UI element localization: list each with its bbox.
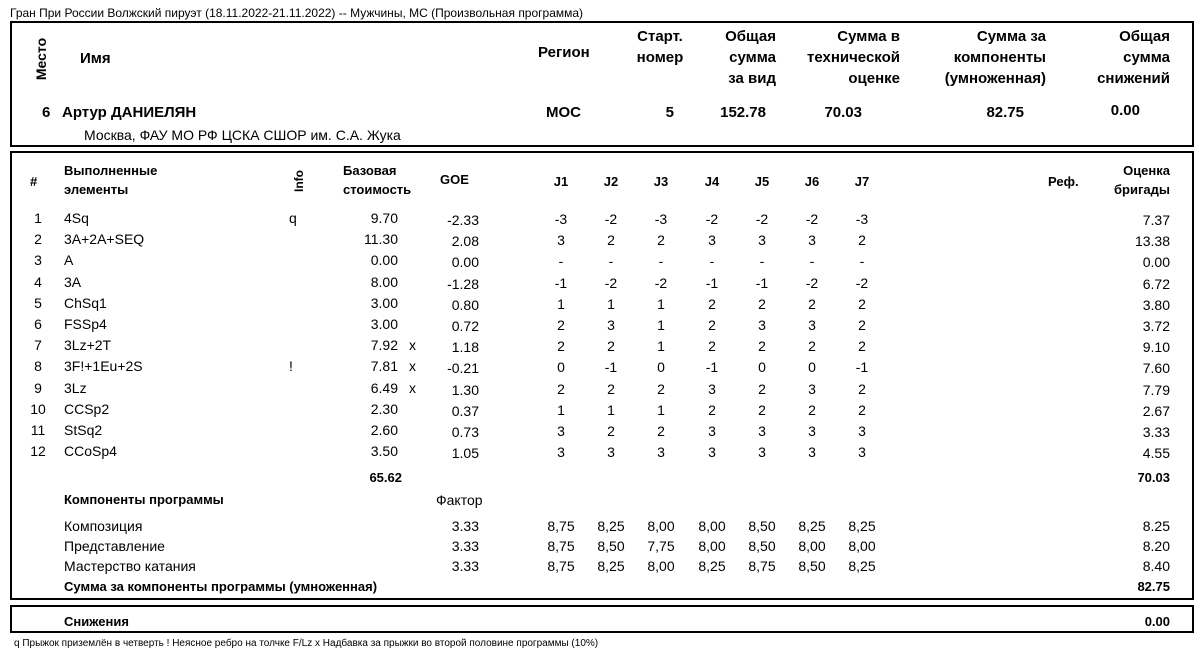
element-judge-score: -2 (755, 211, 769, 227)
deductions-box (10, 605, 1194, 633)
component-score: 8.40 (1142, 558, 1170, 574)
deductions-value: 0.00 (1144, 614, 1170, 629)
element-num: 11 (30, 422, 46, 438)
skater-place: 6 (42, 104, 51, 121)
element-panel-score: 13.38 (1134, 233, 1170, 250)
element-code: CCoSp4 (64, 443, 117, 460)
element-panel-score: 2.67 (1142, 402, 1170, 419)
element-judge-score: 2 (657, 423, 665, 439)
skater-tes: 70.03 (824, 104, 862, 121)
judge-header-5: J5 (754, 174, 770, 189)
element-judge-score: - (558, 253, 564, 270)
component-judge-score: 8,25 (698, 558, 726, 574)
col-base-header: Базовая стоимость (343, 163, 412, 197)
component-judge-score: 8,25 (848, 558, 876, 574)
element-goe: 2.08 (451, 233, 479, 250)
element-base-value: 0.00 (370, 252, 398, 269)
skater-club: Москва, ФАУ МО РФ ЦСКА СШОР им. С.А. Жука (84, 127, 401, 143)
element-judge-score: -3 (654, 211, 668, 227)
judge-header-6: J6 (804, 174, 820, 189)
judge-header-4: J4 (704, 174, 720, 189)
component-judge-score: 8,50 (798, 558, 826, 574)
element-judge-score: -1 (604, 359, 618, 376)
element-base-value: 2.30 (370, 400, 398, 417)
element-judge-score: 3 (708, 232, 716, 249)
element-goe: 1.30 (451, 381, 479, 398)
element-num: 4 (34, 273, 42, 290)
element-judge-score: 1 (657, 317, 665, 333)
element-base-value: 3.00 (370, 294, 398, 311)
element-judge-score: -2 (604, 211, 618, 227)
element-judge-score: 3 (708, 423, 716, 439)
element-judge-score: 2 (708, 317, 716, 333)
element-code: CCSp2 (64, 400, 110, 417)
element-judge-score: -1 (755, 274, 769, 291)
element-base-value: 3.00 (370, 316, 398, 332)
element-code: 3Lz (64, 379, 87, 396)
element-goe: -2.33 (447, 212, 479, 228)
element-num: 1 (34, 210, 42, 226)
element-judge-score: 3 (808, 444, 816, 461)
element-judge-score: 3 (808, 423, 816, 439)
element-code: 3A+2A+SEQ (64, 231, 145, 248)
element-judge-score: - (809, 253, 815, 270)
element-judge-score: 2 (858, 232, 866, 249)
element-judge-score: -3 (855, 211, 869, 227)
skater-pcs: 82.75 (986, 104, 1024, 121)
element-panel-score: 6.72 (1142, 275, 1170, 292)
element-info: q (289, 210, 297, 226)
component-judge-score: 8,75 (547, 538, 575, 554)
element-judge-score: 2 (808, 295, 816, 312)
element-base-value: 7.92 (370, 337, 398, 354)
element-judge-score: 2 (758, 380, 766, 397)
deductions-label: Снижения (64, 614, 129, 629)
col-ref-header: Реф. (1048, 174, 1079, 189)
element-num: 7 (34, 337, 42, 354)
element-judge-score: - (658, 253, 664, 270)
element-goe: 1.18 (451, 339, 479, 356)
element-score-total: 70.03 (1137, 470, 1170, 485)
region-header: Регион (538, 44, 590, 61)
skater-name: Артур ДАНИЕЛЯН (62, 104, 197, 121)
element-judge-score: -1 (705, 359, 719, 376)
component-judge-score: 8,00 (647, 518, 675, 534)
element-goe: 1.05 (451, 445, 479, 462)
pcs-header: Сумма за компоненты (умноженная) (944, 28, 1046, 87)
component-judge-score: 8,00 (698, 538, 726, 554)
col-goe-header: GOE (440, 172, 469, 187)
element-judge-score: - (759, 253, 765, 270)
element-judge-score: 1 (657, 338, 665, 355)
element-goe: -1.28 (447, 275, 479, 292)
component-judge-score: 8,00 (647, 558, 675, 574)
element-code: FSSp4 (64, 316, 107, 332)
component-judge-score: 8,25 (597, 518, 625, 534)
element-judge-score: 2 (607, 232, 615, 249)
element-judge-score: 2 (858, 380, 866, 397)
element-judge-score: 3 (607, 444, 615, 461)
skater-total: 152.78 (720, 104, 766, 121)
element-judge-score: 2 (557, 338, 565, 355)
components-title: Компоненты программы (64, 492, 224, 507)
element-judge-score: 1 (557, 295, 565, 312)
component-judge-score: 8,75 (547, 518, 575, 534)
element-judge-score: 2 (858, 317, 866, 333)
element-panel-score: 3.80 (1142, 296, 1170, 313)
judge-header-1: J1 (553, 174, 569, 189)
judge-header-3: J3 (653, 174, 669, 189)
component-judge-score: 8,50 (748, 538, 776, 554)
place-header: Место (33, 37, 49, 81)
total-score-header: Общая сумма за вид (725, 28, 776, 87)
element-judge-score: 3 (607, 317, 615, 333)
components-total: 82.75 (1137, 579, 1170, 594)
element-judge-score: 2 (858, 338, 866, 355)
component-judge-score: 8,75 (547, 558, 575, 574)
element-code: StSq2 (64, 422, 103, 438)
element-judge-score: -2 (604, 274, 618, 291)
element-judge-score: 2 (758, 401, 766, 418)
element-judge-score: 0 (557, 359, 565, 376)
element-judge-score: 3 (758, 317, 766, 333)
element-judge-score: 2 (657, 232, 665, 249)
element-judge-score: -1 (554, 274, 568, 291)
component-judge-score: 8,25 (798, 518, 826, 534)
element-num: 10 (30, 400, 46, 417)
element-judge-score: 1 (657, 295, 665, 312)
element-judge-score: -1 (705, 274, 719, 291)
element-judge-score: 2 (557, 380, 565, 397)
element-judge-score: 3 (808, 232, 816, 249)
component-name: Представление (64, 538, 165, 554)
element-judge-score: 1 (607, 295, 615, 312)
element-judge-score: 2 (708, 338, 716, 355)
element-code: 3Lz+2T (64, 337, 112, 354)
component-judge-score: 8,25 (848, 518, 876, 534)
element-judge-score: 2 (607, 338, 615, 355)
element-goe: 0.73 (451, 424, 479, 440)
component-score: 8.25 (1142, 518, 1170, 534)
element-goe: -0.21 (447, 360, 479, 377)
element-judge-score: 3 (808, 317, 816, 333)
legend-footnote: q Прыжок приземлён в четверть ! Неясное ребро на толчке F/Lz x Надбавка за прыжки во второй половине программы (10%) (14, 638, 599, 649)
start-number-header: Старт. номер (636, 28, 684, 66)
element-judge-score: 2 (808, 338, 816, 355)
element-judge-score: 3 (708, 444, 716, 461)
element-judge-score: 3 (858, 444, 866, 461)
element-panel-score: 3.72 (1142, 318, 1170, 334)
element-judge-score: 1 (557, 401, 565, 418)
element-judge-score: 3 (657, 444, 665, 461)
skater-start-number: 5 (665, 104, 674, 121)
element-judge-score: 2 (607, 423, 615, 439)
element-goe: 0.00 (451, 254, 479, 271)
element-num: 5 (34, 294, 42, 311)
element-judge-score: 2 (808, 401, 816, 418)
skater-region: MOC (546, 104, 581, 121)
element-bonus-mark: x (409, 379, 416, 396)
element-panel-score: 7.60 (1142, 360, 1170, 377)
component-name: Композиция (64, 518, 143, 534)
element-num: 2 (34, 231, 42, 248)
component-judge-score: 8,00 (848, 538, 876, 554)
element-judge-score: 2 (708, 401, 716, 418)
element-goe: 0.37 (451, 402, 479, 419)
element-judge-score: 2 (657, 380, 665, 397)
component-score: 8.20 (1142, 538, 1170, 554)
factor-header: Фактор (436, 492, 483, 508)
page-title: Гран При России Волжский пируэт (18.11.2022-21.11.2022) -- Мужчины, МС (Произвольная программа) (10, 6, 584, 20)
component-judge-score: 8,50 (748, 518, 776, 534)
element-judge-score: 2 (557, 317, 565, 333)
element-code: 3F!+1Eu+2S (64, 358, 143, 375)
element-bonus-mark: x (409, 337, 416, 354)
col-element-header: Выполненные элементы (64, 163, 158, 197)
element-base-value: 11.30 (364, 231, 398, 248)
element-num: 8 (34, 358, 42, 375)
component-judge-score: 8,75 (748, 558, 776, 574)
element-judge-score: 3 (557, 232, 565, 249)
element-panel-score: 0.00 (1142, 254, 1170, 271)
element-judge-score: -2 (805, 211, 819, 227)
element-judge-score: 3 (758, 444, 766, 461)
name-header: Имя (80, 50, 111, 67)
element-panel-score: 7.37 (1142, 212, 1170, 228)
element-judge-score: -2 (705, 211, 719, 227)
component-judge-score: 8,00 (798, 538, 826, 554)
element-judge-score: 2 (758, 295, 766, 312)
components-total-label: Сумма за компоненты программы (умноженная) (64, 579, 378, 594)
element-judge-score: 2 (758, 338, 766, 355)
element-judge-score: -2 (654, 274, 668, 291)
element-base-value: 8.00 (370, 273, 398, 290)
judge-header-7: J7 (854, 174, 870, 189)
element-judge-score: 3 (708, 380, 716, 397)
element-judge-score: 1 (607, 401, 615, 418)
element-judge-score: 3 (758, 423, 766, 439)
component-factor: 3.33 (451, 518, 479, 534)
element-code: A (64, 252, 74, 269)
component-judge-score: 8,50 (597, 538, 625, 554)
element-judge-score: 3 (858, 423, 866, 439)
component-factor: 3.33 (451, 558, 479, 574)
judge-header-2: J2 (603, 174, 619, 189)
element-judge-score: - (859, 253, 865, 270)
element-judge-score: -3 (554, 211, 568, 227)
element-goe: 0.72 (451, 318, 479, 334)
element-panel-score: 4.55 (1142, 445, 1170, 462)
element-judge-score: 0 (758, 359, 766, 376)
element-code: 3A (64, 273, 82, 290)
element-base-value: 2.60 (370, 422, 398, 438)
element-base-value: 9.70 (370, 210, 398, 226)
element-judge-score: - (608, 253, 614, 270)
element-judge-score: -2 (805, 274, 819, 291)
tes-header: Сумма в технической оценке (806, 28, 900, 87)
element-num: 6 (34, 316, 42, 332)
col-num-header: # (30, 174, 38, 189)
deductions-header: Общая сумма снижений (1097, 28, 1170, 87)
element-judge-score: 2 (858, 295, 866, 312)
element-judge-score: 3 (758, 232, 766, 249)
element-judge-score: 1 (657, 401, 665, 418)
element-judge-score: 3 (557, 423, 565, 439)
element-base-value: 3.50 (370, 443, 398, 460)
element-judge-score: 0 (808, 359, 816, 376)
element-base-value: 7.81 (370, 358, 398, 375)
element-judge-score: 3 (557, 444, 565, 461)
element-judge-score: - (709, 253, 715, 270)
skater-deductions: 0.00 (1110, 102, 1140, 119)
element-judge-score: -2 (855, 274, 869, 291)
col-info-header: Info (292, 170, 306, 192)
element-info: ! (289, 358, 293, 375)
element-judge-score: 2 (858, 401, 866, 418)
element-num: 9 (34, 379, 42, 396)
element-num: 12 (30, 443, 46, 460)
element-judge-score: 0 (657, 359, 665, 376)
element-panel-score: 7.79 (1142, 381, 1170, 398)
element-goe: 0.80 (451, 296, 479, 313)
element-judge-score: 3 (808, 380, 816, 397)
element-panel-score: 3.33 (1142, 424, 1170, 440)
component-name: Мастерство катания (64, 558, 196, 574)
element-judge-score: 2 (607, 380, 615, 397)
element-judge-score: 2 (708, 295, 716, 312)
element-panel-score: 9.10 (1142, 339, 1170, 356)
component-judge-score: 7,75 (647, 538, 675, 554)
component-factor: 3.33 (451, 538, 479, 554)
element-code: 4Sq (64, 210, 89, 226)
element-judge-score: -1 (855, 359, 869, 376)
base-value-total: 65.62 (369, 470, 402, 485)
col-score-header: Оценка бригады (1114, 163, 1170, 197)
component-judge-score: 8,00 (698, 518, 726, 534)
element-bonus-mark: x (409, 358, 416, 375)
element-num: 3 (34, 252, 42, 269)
element-base-value: 6.49 (370, 379, 398, 396)
element-code: ChSq1 (64, 294, 107, 311)
component-judge-score: 8,25 (597, 558, 625, 574)
